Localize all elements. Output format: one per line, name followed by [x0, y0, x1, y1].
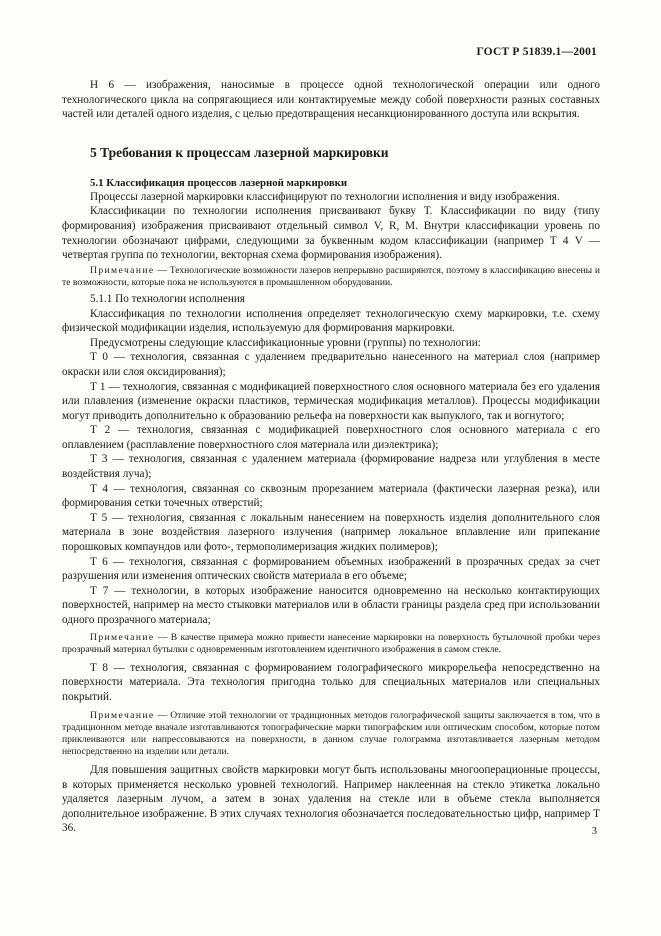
tech-item-t8: Т 8 — технология, связанная с формированием голографического микрорельефа непосредственно на поверхности материала. Эта технология пригодна только для специальных материалов или специальных покрытий.: [62, 661, 600, 703]
paragraph-h6: Н 6 — изображения, наносимые в процессе одной технологической операции или одного технологического цикла на сопрягающиеся или контактируемые между собой поверхности разных составных частей или деталей одного изделия, с целью предотвращения несанкционированного доступа или вскрытия.: [62, 79, 600, 121]
tech-item-t7: Т 7 — технологии, в которых изображение наносится одновременно на несколько контактирующих поверхностей, например на место стыковки материалов или в области границы раздела сред при использовании одного прозрачного материала;: [62, 584, 600, 626]
tech-item-t4: Т 4 — технология, связанная со сквозным прорезанием материала (фактически лазерная резка), или формирования сетки точечных отверстий;: [62, 482, 600, 510]
note-text: — Технологические возможности лазеров непрерывно расширяются, поэтому в классификацию внесены и те возможности, которые пока не используются в промышленном оборудовании.: [62, 264, 600, 288]
document-id-header: ГОСТ Р 51839.1—2001: [476, 46, 597, 58]
paragraph-5-1-1-a: Классификация по технологии исполнения определяет технологическую схему маркировки, т.е. схему физической модификации изделия, используемую для формирования маркировки.: [62, 307, 600, 335]
note-3: [62, 710, 600, 758]
subsection-heading-5-1-1: 5.1.1 По технологии исполнения: [90, 292, 245, 305]
page-number: 3: [591, 826, 597, 837]
note-label: Примечание: [90, 264, 155, 276]
document-body: [62, 78, 600, 836]
note-text: — В качестве примера можно привести нанесение маркировки на поверхность бутылочной пробки через прозрачный материал бутылки с одновременным изготовлением идентичного изображения в самом стекле.: [62, 631, 600, 655]
note-text: — Отличие этой технологии от традиционных методов голографической защиты заключается в том, что в традиционном методе вначале изготавливаются топографические марки типографским или оптическим способом, которые потом приклеиваются или напрессовываются на поверхности, в данном случае голограмма изготавливается лазерным методом непосредственно на изделии или детали.: [62, 709, 600, 757]
note-1: [62, 265, 600, 289]
paragraph-5-1-1-b: Предусмотрены следующие классификационные уровни (группы) по технологии:: [90, 336, 481, 349]
tech-item-t2: Т 2 — технология, связанная с модификацией поверхностного слоя основного материала с его оплавлением (расплавление поверхностного слоя материала или диэлектрика);: [62, 424, 600, 451]
subsection-heading-5-1: 5.1 Классификация процессов лазерной маркировки: [90, 176, 348, 189]
note-label: Примечание: [90, 709, 155, 721]
paragraph-5-1-a: Процессы лазерной маркировки классифицируют по технологии исполнения и виду изображения.: [90, 190, 560, 203]
tech-item-t5: Т 5 — технология, связанная с локальным нанесением на поверхность изделия дополнительного слоя материала в зоне воздействия лазерного излучения (например локальное вплавление или припекание порошковых компаундов или фото-, термополимеризация жидких полимеров);: [62, 511, 600, 554]
tech-item-t6: Т 6 — технология, связанная с формированием объемных изображений в прозрачных средах за счет разрушения или изменения оптических свойств материала в его объеме;: [62, 555, 600, 583]
tech-item-t0: Т 0 — технология, связанная с удалением предварительно нанесенного на материал слоя (например окраски или слоя оксидирования);: [62, 351, 600, 378]
tech-item-t1: Т 1 — технология, связанная с модификацией поверхностного слоя основного материала без его удаления или плавления (изменение окраски пластиков, термическая модификация металлов). Процессы модификации могут приводить дополнительно к образованию рельефа на поверхности как выпуклого, так и вогнутого;: [62, 380, 600, 422]
section-heading-5: 5 Требования к процессам лазерной маркировки: [90, 144, 389, 160]
note-label: Примечание: [90, 631, 155, 643]
paragraph-5-1-b: Классификации по технологии исполнения присваивают букву Т. Классификации по виду (типу формирования) изображения присваивают отдельный символ V, R, М. Внутри классификации уровень по технологии обозначают цифрами, следующими за буквенным кодом классификации (например Т 4 V — четвертая группа по технологии, векторная схема формирования изображения).: [62, 205, 600, 262]
paragraph-final: Для повышения защитных свойств маркировки могут быть использованы многооперационные процессы, в которых применяется несколько уровней технологий. Например наклеенная на стекло этикетка локально удаляется лазерным лучом, а затем в зонах удаления на стекле или в объеме стекла выполняется дополнительное изображение. В этих случаях технология обозначается последовательностью цифр, например Т 36.: [62, 763, 600, 835]
tech-item-t3: Т 3 — технология, связанная с удалением материала (формирование надреза или углубления в месте воздействия луча);: [62, 453, 600, 481]
note-2: [62, 632, 600, 656]
